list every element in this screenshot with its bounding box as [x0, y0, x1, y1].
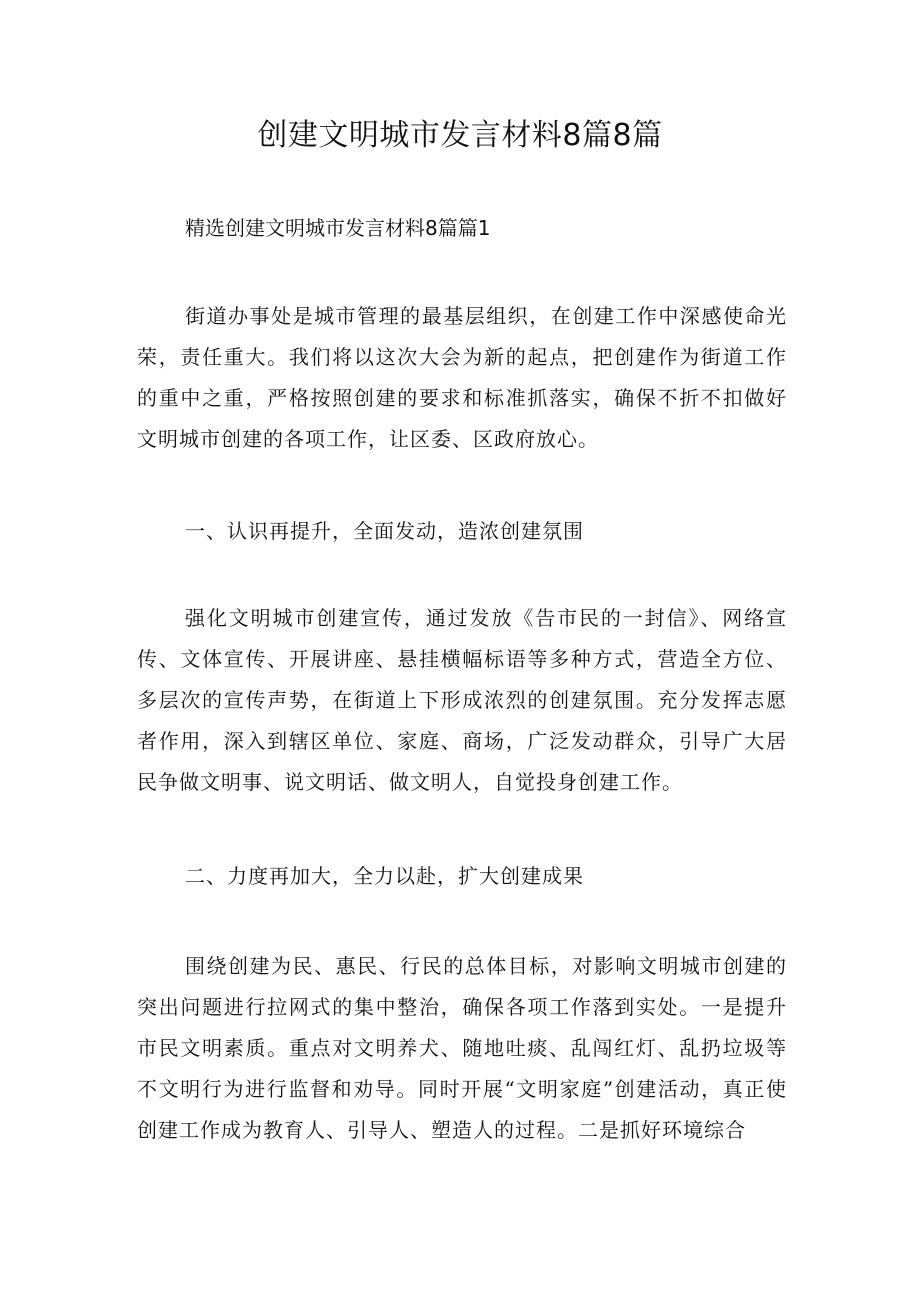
section-heading-1: 一、认识再提升，全面发动，造浓创建氛围 [185, 519, 584, 543]
document-subtitle: 精选创建文明城市发言材料8篇篇1 [185, 216, 491, 240]
paragraph-2: 强化文明城市创建宣传，通过发放《告市民的一封信》、网络宣传、文体宣传、开展讲座、悬挂横幅标语等多种方式，营造全方位、多层次的宣传声势，在街道上下形成浓烈的创建氛围。充分发挥志愿者作用，深入到辖区单位、家庭、商场，广泛发动群众，引导广大居民争做文明事、说文明话、做文明人，自觉投身创建工作。 [137, 606, 787, 794]
paragraph-1: 街道办事处是城市管理的最基层组织，在创建工作中深感使命光荣，责任重大。我们将以这次大会为新的起点，把创建作为街道工作的重中之重，严格按照创建的要求和标准抓落实，确保不折不扣做好文明城市创建的各项工作，让区委、区政府放心。 [137, 304, 787, 451]
paragraph-3: 围绕创建为民、惠民、行民的总体目标，对影响文明城市创建的突出问题进行拉网式的集中整治，确保各项工作落到实处。一是提升市民文明素质。重点对文明养犬、随地吐痰、乱闯红灯、乱扔垃圾等不文明行为进行监督和劝导。同时开展“文明家庭”创建活动，真正使创建工作成为教育人、引导人、塑造人的过程。二是抓好环境综合 [137, 954, 787, 1142]
section-heading-2: 二、力度再加大，全力以赴，扩大创建成果 [185, 864, 584, 888]
document-title: 创建文明城市发言材料8篇8篇 [257, 118, 663, 153]
